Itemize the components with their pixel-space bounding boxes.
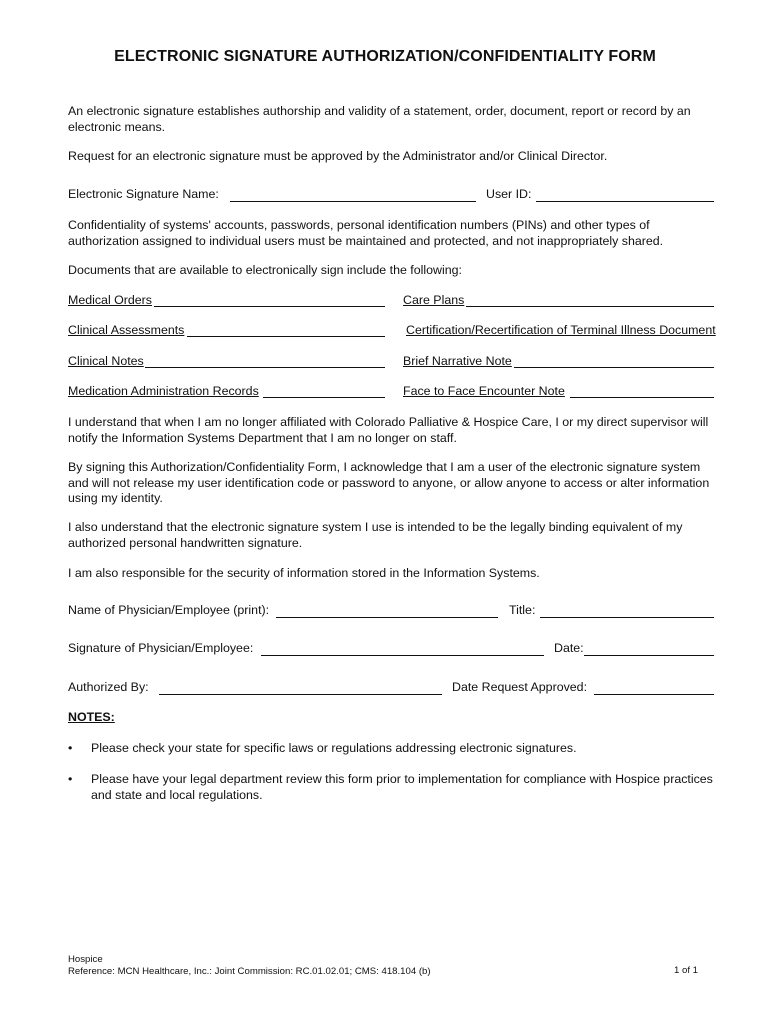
affiliation-paragraph: I understand that when I am no longer affiliated with Colorado Palliative & Hospice Care, I or my direct supervisor will notify the Information Systems Department that I am no longer on staff. bbox=[68, 415, 709, 445]
signature-name-label: Electronic Signature Name: bbox=[68, 187, 219, 201]
signature-name-field[interactable] bbox=[230, 201, 476, 202]
acknowledge-paragraph: By signing this Authorization/Confidentiality Form, I acknowledge that I am a user of the electronic signature system and will not release my user identification code or password to anyone, or allow anyone to access or alter information using my identity. bbox=[68, 460, 710, 505]
note-item: Please check your state for specific laws or regulations addressing electronic signatures. bbox=[91, 741, 577, 755]
doc-certification: Certification/Recertification of Terminal Illness Document bbox=[406, 323, 716, 337]
title-label: Title: bbox=[509, 603, 536, 617]
doc-medication-records-line bbox=[263, 397, 385, 398]
doc-medical-orders-line bbox=[154, 306, 385, 307]
signature-name-row bbox=[68, 187, 714, 205]
confidentiality-paragraph: Confidentiality of systems' accounts, passwords, personal identification numbers (PINs) and other types of authorization assigned to individual users must be maintained and protected, and not inappropriately shared. bbox=[68, 218, 664, 248]
doc-medical-orders: Medical Orders bbox=[68, 293, 153, 307]
footer-hospice: Hospice bbox=[68, 954, 103, 965]
date-request-field[interactable] bbox=[594, 694, 714, 695]
intro-paragraph: An electronic signature establishes authorship and validity of a statement, order, document, report or record by an electronic means. bbox=[68, 104, 691, 134]
approval-paragraph: Request for an electronic signature must be approved by the Administrator and/or Clinical Director. bbox=[68, 149, 608, 163]
title-field[interactable] bbox=[540, 617, 714, 618]
name-title-row bbox=[68, 603, 714, 621]
notes-heading: NOTES: bbox=[68, 710, 115, 724]
note-item: Please have your legal department review this form prior to implementation for compliance with Hospice practices and state and local regulations. bbox=[91, 772, 713, 802]
authorized-row bbox=[68, 680, 714, 698]
signature-label: Signature of Physician/Employee: bbox=[68, 641, 254, 655]
authorized-label: Authorized By: bbox=[68, 680, 149, 694]
signature-date-row bbox=[68, 641, 714, 659]
security-paragraph: I am also responsible for the security of information stored in the Information Systems. bbox=[68, 566, 540, 580]
page-number: 1 of 1 bbox=[673, 965, 698, 976]
doc-medication-records: Medication Administration Records bbox=[68, 384, 259, 398]
date-request-label: Date Request Approved: bbox=[452, 680, 588, 694]
doc-clinical-notes: Clinical Notes bbox=[68, 354, 144, 368]
bullet-icon: • bbox=[68, 741, 73, 755]
doc-face-to-face: Face to Face Encounter Note bbox=[403, 384, 565, 398]
doc-care-plans: Care Plans bbox=[403, 293, 465, 307]
name-label: Name of Physician/Employee (print): bbox=[68, 603, 270, 617]
doc-brief-narrative-line bbox=[514, 367, 714, 368]
doc-face-to-face-line bbox=[570, 397, 714, 398]
bullet-icon: • bbox=[68, 772, 73, 786]
date-label: Date: bbox=[554, 641, 584, 655]
doc-care-plans-line bbox=[466, 306, 714, 307]
user-id-field[interactable] bbox=[536, 201, 714, 202]
doc-clinical-assessments: Clinical Assessments bbox=[68, 323, 185, 337]
authorized-field[interactable] bbox=[159, 694, 442, 695]
doc-clinical-notes-line bbox=[145, 367, 385, 368]
date-field[interactable] bbox=[584, 655, 714, 656]
footer-reference: Reference: MCN Healthcare, Inc.: Joint Commission: RC.01.02.01; CMS: 418.104 (b) bbox=[68, 966, 431, 977]
legally-binding-paragraph: I also understand that the electronic signature system I use is intended to be the legally binding equivalent of my authorized personal handwritten signature. bbox=[68, 520, 683, 550]
doc-clinical-assessments-line bbox=[187, 336, 385, 337]
documents-intro: Documents that are available to electronically sign include the following: bbox=[68, 263, 462, 277]
signature-field[interactable] bbox=[261, 655, 544, 656]
user-id-label: User ID: bbox=[486, 187, 532, 201]
form-title: ELECTRONIC SIGNATURE AUTHORIZATION/CONFIDENTIALITY FORM bbox=[114, 48, 656, 65]
name-field[interactable] bbox=[276, 617, 498, 618]
doc-brief-narrative: Brief Narrative Note bbox=[403, 354, 512, 368]
